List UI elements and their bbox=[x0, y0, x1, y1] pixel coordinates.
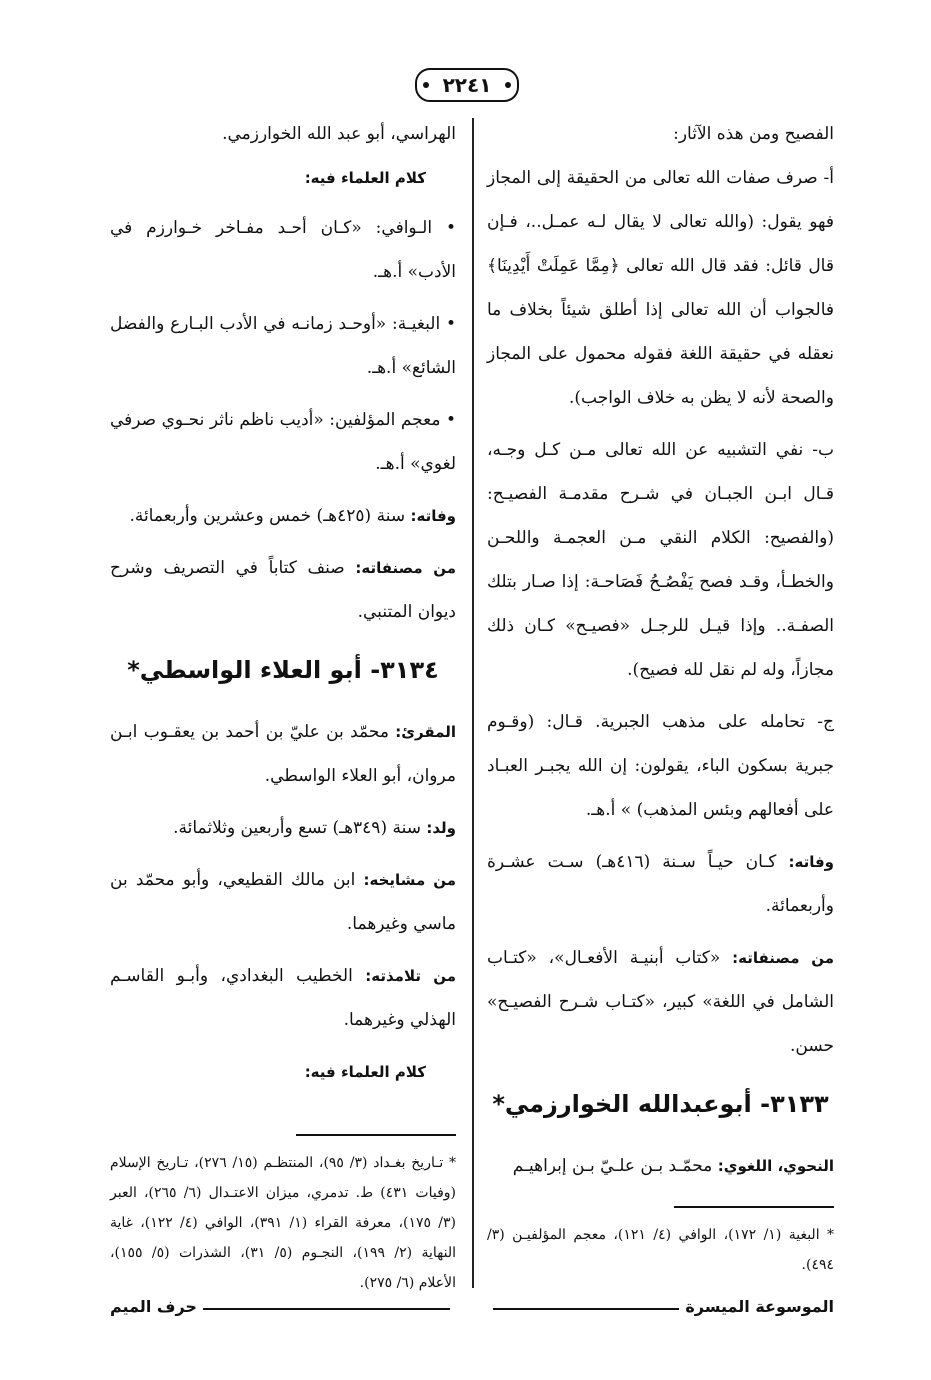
right-death-label: وفاته: bbox=[788, 853, 834, 871]
right-point-a: أ- صرف صفات الله تعالى من الحقيقة إلى المجاز فهو يقول: (والله تعالى لا يقال لـه عمـل..، فـإن قال قائل: فقد قال الله تعالى ﴿مِمَّا عَمِلَتْ أَيْدِينَا﴾ فالجواب أن الله تعالى إذا أطلق شيئاً بخلاف ما نعقله في حقيقة اللغة فقوله محمول على المجاز والصحة لأنه لا يظن به خلاف الواجب). bbox=[487, 168, 834, 408]
left-bio-label: المقرئ: bbox=[395, 723, 456, 741]
left-works-label: من مصنفاته: bbox=[355, 559, 456, 577]
right-works bbox=[487, 936, 834, 1068]
right-works-label: من مصنفاته: bbox=[732, 949, 834, 967]
page-number-dot-left bbox=[423, 82, 429, 88]
left-bio bbox=[110, 710, 456, 798]
page-number bbox=[415, 68, 519, 102]
right-footnote-rule bbox=[674, 1206, 834, 1208]
left-students-label: من تلامذته: bbox=[365, 967, 456, 985]
left-born bbox=[110, 806, 456, 850]
left-teachers-text: ابن مالك القطيعي، وأبو محمّد بن ماسي وغيرهما. bbox=[110, 870, 456, 934]
left-death-text: سنة (٤٢٥هـ) خمس وعشرين وأربعمائة. bbox=[129, 506, 411, 526]
left-students bbox=[110, 954, 456, 1042]
footer-section-title: حرف الميم bbox=[110, 1297, 197, 1316]
entry-heading-3133: ٣١٣٣- أبوعبدالله الخوارزمي* bbox=[492, 1090, 829, 1118]
right-intro: الفصيح ومن هذه الآثار: bbox=[673, 124, 834, 144]
right-bio bbox=[487, 1144, 834, 1188]
left-mujam: • معجم المؤلفين: «أديب ناظم ناثر نحـوي صرفي لغوي» أ.هـ. bbox=[110, 410, 456, 474]
page-number-text: ٢٢٤١ bbox=[442, 73, 492, 97]
left-bughya: • البغيـة: «أوحـد زمانـه في الأدب البـارع والفضل الشائع» أ.هـ. bbox=[110, 314, 456, 378]
footer-left bbox=[110, 1290, 456, 1316]
left-scholars-heading: كلام العلماء فيه: bbox=[304, 169, 426, 187]
page-number-dot-right bbox=[505, 82, 511, 88]
right-works-text: «كتاب أبنيـة الأفعـال»، «كتـاب الشامل في اللغة» كبير، «كتـاب شـرح الفصيـح» حسن. bbox=[487, 948, 834, 1056]
right-point-c: ج- تحامله على مذهب الجبرية. قـال: (وقـوم جبرية بسكون الباء، يقولون: إن الله يجبـر العبـاد على أفعالهم وبئس المذهب) » أ.هـ. bbox=[487, 712, 834, 820]
left-wafi: • الـوافي: «كـان أحـد مفـاخر خـوارزم في الأدب» أ.هـ. bbox=[110, 218, 456, 282]
left-bio-text: محمّد بن عليّ بن أحمد بن يعقـوب ابـن مروان، أبو العلاء الواسطي. bbox=[110, 722, 456, 786]
column-divider bbox=[472, 118, 474, 1288]
left-teachers bbox=[110, 858, 456, 946]
left-born-text: سنة (٣٤٩هـ) تسع وأربعين وثلاثمائة. bbox=[173, 818, 427, 838]
left-teachers-label: من مشايخه: bbox=[363, 871, 456, 889]
left-column bbox=[110, 112, 456, 1298]
footer-left-line bbox=[203, 1308, 450, 1310]
footer-book-title: الموسوعة الميسرة bbox=[685, 1297, 834, 1316]
left-scholars-heading-2: كلام العلماء فيه: bbox=[304, 1063, 426, 1081]
left-footnote: * تـاريخ بغـداد (٣/ ٩٥)، المنتظـم (١٥/ ٢٧٦)، تـاريخ الإسلام (وفيات ٤٣١) ط. تدمري، ميزان الاعتـدال (٦/ ٢٦٥)، العبر (٣/ ١٧٥)، معرفة القراء (١/ ٣٩١)، الوافي (٤/ ١٢٢)، غاية النهاية (٢/ ١٩٩)، النجـوم (٥/ ٣١)، الشذرات (٥/ ١٥٥)، الأعلام (٦/ ٢٧٥). bbox=[110, 1155, 457, 1291]
right-point-b: ب- نفي التشبيه عن الله تعالى مـن كـل وجـه، قـال ابـن الجبـان في شـرح مقدمـة الفصيـح: (والفصيح: الكلام النقي مـن العجمـة واللحـن والخطـأ، وقـد فصح يَفْصُـحُ فَصَاحـة: إذا صـار بتلك الصفـة.. وإذا قيـل للرجـل «فصيـح» كـان ذلك مجازاً، وله لم نقل لله فصيح). bbox=[487, 440, 834, 680]
left-death bbox=[110, 494, 456, 538]
footer-right bbox=[487, 1290, 834, 1316]
left-continuation: الهراسي، أبو عبد الله الخوارزمي. bbox=[222, 124, 456, 144]
left-works-text: صنف كتاباً في التصريف وشرح ديوان المتنبي. bbox=[110, 558, 456, 622]
left-death-label: وفاته: bbox=[410, 507, 456, 525]
left-footnote-rule bbox=[296, 1134, 456, 1136]
right-footnote: * البغية (١/ ١٧٢)، الوافي (٤/ ١٢١)، معجم المؤلفيـن (٣/ ٤٩٤). bbox=[487, 1227, 835, 1273]
right-column bbox=[487, 112, 834, 1280]
footer-right-line bbox=[493, 1308, 679, 1310]
right-death-text: كـان حيـاً سـنة (٤١٦هـ) سـت عشـرة وأربعمائة. bbox=[487, 852, 834, 916]
left-born-label: ولد: bbox=[426, 819, 456, 837]
left-students-text: الخطيب البغدادي، وأبـو القاسـم الهذلي وغيرهما. bbox=[110, 966, 456, 1030]
left-works bbox=[110, 546, 456, 634]
right-death bbox=[487, 840, 834, 928]
right-bio-label: النحوي، اللغوي: bbox=[717, 1157, 834, 1175]
entry-heading-3134: ٣١٣٤- أبو العلاء الواسطي* bbox=[127, 656, 439, 684]
right-bio-text: محمّـد بـن علـيّ بـن إبراهيـم bbox=[512, 1156, 718, 1176]
